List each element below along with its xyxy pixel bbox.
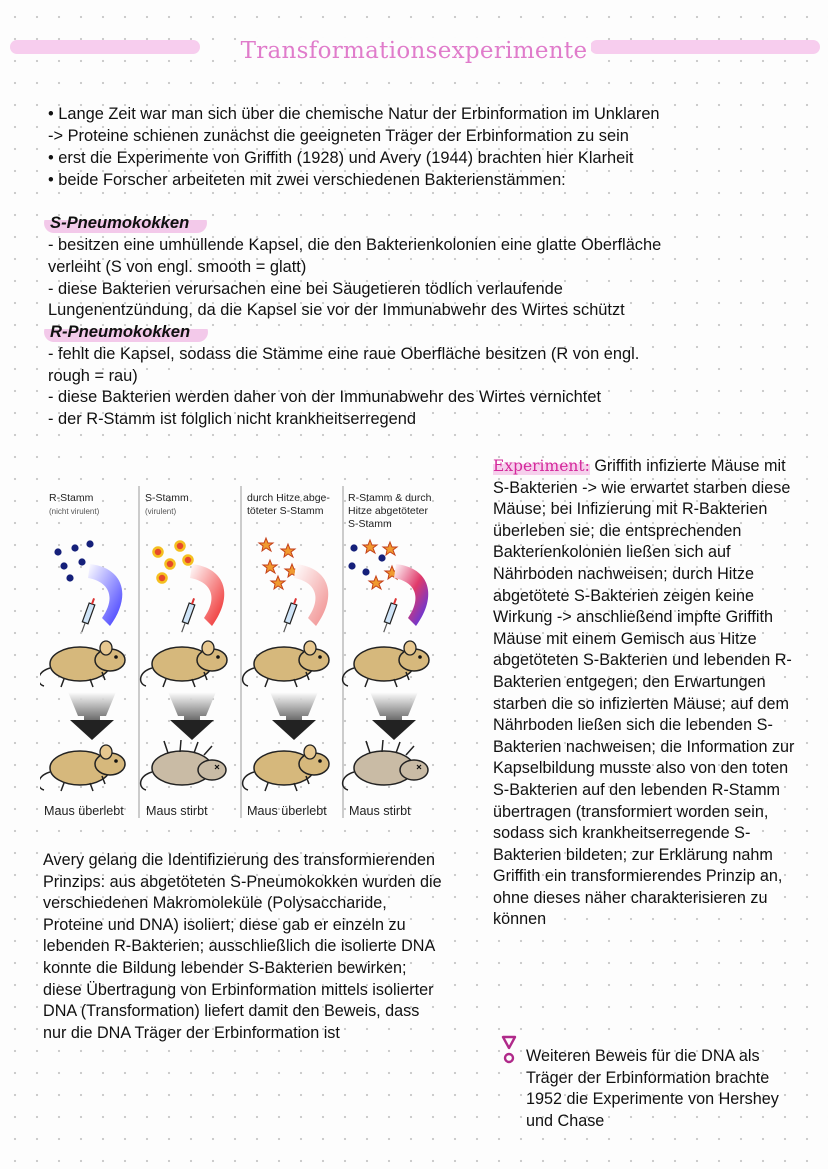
r-line-3: - diese Bakterien werden daher von der Immunabwehr des Wirtes vernichtet [48,388,601,406]
caption-2: Maus stirbt [146,804,208,818]
caption-1: Maus überlebt [44,804,124,818]
column-label-4: R-Stamm & durch Hitze abgetöteter S-Stamm [348,492,432,530]
r-line-2: rough = rau) [48,367,138,385]
r-line-1: - fehlt die Kapsel, sodass die Stämme eine raue Oberfläche besitzen (R von engl. [48,345,640,363]
r-line-4: - der R-Stamm ist folglich nicht krankheitserregend [48,410,417,428]
page-title-text: Transformationsexperimente [237,38,592,64]
figure-graphics [40,486,444,826]
column-label-2 [145,492,237,518]
column-label-2-title: S-Stamm [145,492,189,504]
page-title [0,38,828,64]
r-pneumokokken-heading: R-Pneumokokken [44,322,208,342]
column-label-3: durch Hitze abge- töteter S-Stamm [247,492,330,517]
hershey-chase-note: Weiteren Beweis für die DNA als Träger der Erbinformation brachte 1952 die Experimente von Hershey und Chase [526,1047,779,1130]
column-hitze-s-stamm [243,538,329,791]
column-r-stamm [40,540,125,791]
s-pneumokokken-heading: S-Pneumokokken [44,213,207,233]
s-line-4: Lungenentzündung, da die Kapsel sie vor der Immunabwehr des Wirtes schützt [48,301,625,319]
column-label-2-sub: (virulent) [145,507,177,516]
experiment-label: Experiment: [493,457,590,475]
intro-line-4: • beide Forscher arbeiteten mit zwei verschiedenen Bakterienstämmen: [48,171,566,189]
griffith-experiment-figure [40,486,444,826]
column-label-1 [49,492,137,518]
s-line-3: - diese Bakterien verursachen eine bei Säugetieren tödlich verlaufende [48,280,563,298]
caption-4: Maus stirbt [349,804,411,818]
experiment-paragraph [493,456,803,931]
s-line-1: - besitzen eine umhüllende Kapsel, die den Bakterienkolonien eine glatte Oberfläche [48,236,662,254]
intro-line-1: • Lange Zeit war man sich über die chemische Natur der Erbinformation im Unklaren [48,105,660,123]
avery-paragraph: Avery gelang die Identifizierung des transformierenden Prinzips: aus abgetöteten S-Pneumokokken wurden die verschiedenen Makromoleküle (Polysaccharide, Proteine und DNA) isoliert; diese gab er einzeln zu lebenden R-Bakterien; ausschließlich die isolierte DNA konnte die Bildung lebender S-Bakterien bewirken; diese Übertragung von Erbinformation mittels isolierter DNA (Transformation) liefert damit den Beweis, dass nur die DNA Träger der Erbinformation ist [43,851,442,1042]
caption-3: Maus überlebt [247,804,327,818]
column-label-1-sub: (nicht virulent) [49,507,100,516]
venus-icon [499,1034,519,1066]
experiment-text: Griffith infizierte Mäuse mit S-Bakterien -> wie erwartet starben diese Mäuse; bei Infizierung mit R-Bakterien überleben sie; die entsprechenden Bakterienkolonien ließen sich auf Nährboden nachweisen; durch Hitze abgetötete S-Bakterien zeigen keine Wirkung -> anschließend impfte Griffith Mäuse mit einem Gemisch aus Hitze abgetöteten S-Bakterien und lebenden R-Bakterien entgegen; den Erwartungen starben die so infizierten Mäuse; auf dem Nährboden ließen sich die lebenden S-Bakterien nachweisen; die Information zur Kapselbildung musste also von den toten S-Bakterien auf den lebenden R-Stamm übertragen (transformiert worden sein, sodass sich krankheitserregende S-Bakterien bildeten; zur Erklärung nahm Griffith ein transformierendes Prinzip an, ohne dieses näher charakterisieren zu können [493,457,795,929]
column-label-1-title: R-Stamm [49,492,94,504]
s-line-2: verleiht (S von engl. smooth = glatt) [48,258,307,276]
intro-line-3: • erst die Experimente von Griffith (1928) und Avery (1944) brachten hier Klarheit [48,149,634,167]
column-s-stamm [141,542,227,791]
intro-line-2: -> Proteine schienen zunächst die geeigneten Träger der Erbinformation zu sein [48,127,629,145]
column-r-und-hitze-s-stamm [343,540,429,790]
